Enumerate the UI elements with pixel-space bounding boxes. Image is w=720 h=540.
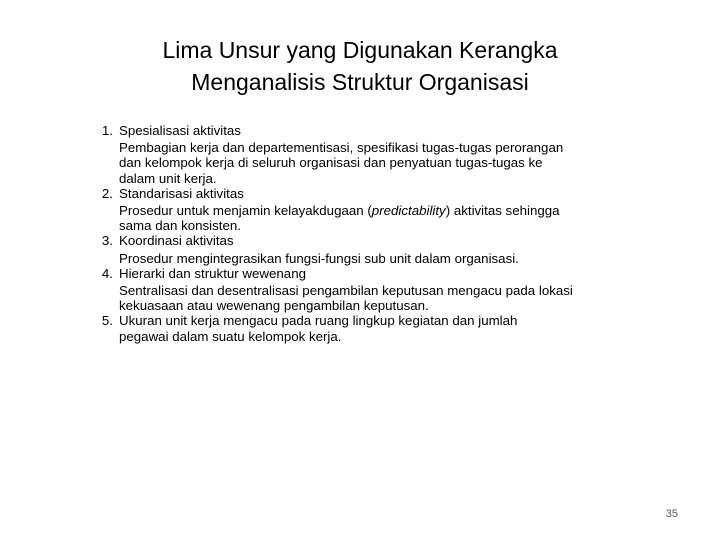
numbered-list [85, 123, 685, 344]
slide-title [60, 34, 660, 98]
list-item-number: 1. [101, 123, 113, 138]
list-item [85, 313, 685, 343]
list-item-heading: Hierarki dan struktur wewenang [119, 265, 306, 281]
list-item-heading: Spesialisasi aktivitas [119, 123, 241, 138]
title-line-1: Lima Unsur yang Digunakan Kerangka [162, 37, 558, 63]
list-item-heading: Standarisasi aktivitas [119, 185, 244, 201]
list-item-number: 4. [101, 265, 113, 281]
list-item-number: 3. [101, 233, 113, 249]
page-number: 35 [665, 508, 678, 520]
list-item [85, 233, 685, 265]
list-item-description [119, 201, 685, 233]
list-item [85, 266, 685, 314]
list-item [85, 123, 685, 186]
list-item-heading: Koordinasi aktivitas [119, 233, 234, 249]
title-line-2: Menganalisis Struktur Organisasi [191, 69, 529, 95]
list-item-number: 5. [101, 313, 113, 329]
list-item-number: 2. [101, 185, 113, 201]
description-text: ) aktivitas sehingga sama dan konsisten. [119, 203, 560, 234]
list-item-heading: Ukuran unit kerja mengacu pada ruang lingkup kegiatan dan jumlah pegawai dalam suatu kelompok kerja. [119, 313, 518, 344]
list-item-description: Prosedur mengintegrasikan fungsi-fungsi sub unit dalam organisasi. [119, 250, 519, 266]
description-emphasis: predictability [371, 203, 446, 219]
list-item [85, 186, 685, 234]
list-item-description: Pembagian kerja dan departementisasi, spesifikasi tugas-tugas perorangan dan kelompok kerja di seluruh organisasi dan penyatuan tugas-tugas ke dalam unit kerja. [119, 140, 564, 186]
description-text: Prosedur untuk menjamin kelayakdugaan ( [119, 203, 372, 219]
list-item-description: Sentralisasi dan desentralisasi pengambilan keputusan mengacu pada lokasi kekuasaan atau wewenang pengambilan keputusan. [119, 283, 573, 314]
